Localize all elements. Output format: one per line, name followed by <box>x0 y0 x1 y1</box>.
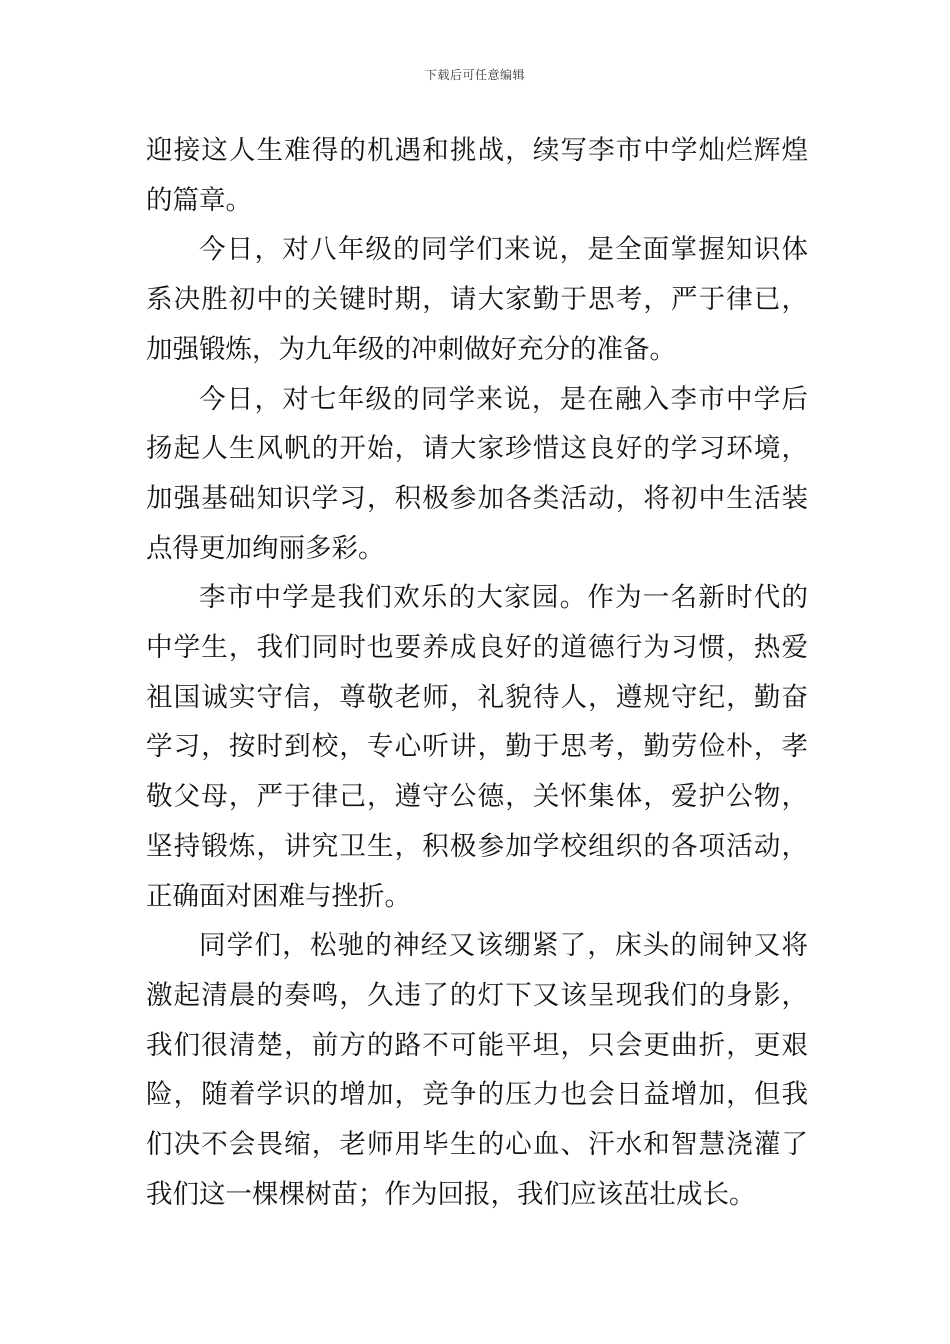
header-note: 下载后可任意编辑 <box>424 68 525 82</box>
paragraph-1: 迎接这人生难得的机遇和挑战，续写李市中学灿烂辉煌的篇章。 <box>146 135 808 216</box>
paragraph-5: 同学们，松驰的神经又该绷紧了，床头的闹钟又将激起清晨的奏鸣，久违了的灯下又该呈现我们的身影，我们很清楚，前方的路不可能平坦，只会更曲折，更艰险，随着学识的增加，竞争的压力也会日益增加，但我们决不会畏缩，老师用毕生的心血、汗水和智慧浇灌了我们这一棵棵树苗；作为回报，我们应该茁壮成长。 <box>146 930 808 1210</box>
paragraph-4: 李市中学是我们欢乐的大家园。作为一名新时代的中学生，我们同时也要养成良好的道德行为习惯，热爱祖国诚实守信，尊敬老师，礼貌待人，遵规守纪，勤奋学习，按时到校，专心听讲，勤于思考，勤劳俭朴，孝敬父母，严于律己，遵守公德，关怀集体，爱护公物，坚持锻炼，讲究卫生，积极参加学校组织的各项活动，正确面对困难与挫折。 <box>146 582 808 912</box>
paragraph-3: 今日，对七年级的同学来说，是在融入李市中学后扬起人生风帆的开始，请大家珍惜这良好的学习环境，加强基础知识学习，积极参加各类活动，将初中生活装点得更加绚丽多彩。 <box>146 383 808 564</box>
paragraph-2: 今日，对八年级的同学们来说，是全面掌握知识体系决胜初中的关键时期，请大家勤于思考，严于律已，加强锻炼，为九年级的冲刺做好充分的准备。 <box>146 234 808 365</box>
document-body <box>146 126 808 1219</box>
